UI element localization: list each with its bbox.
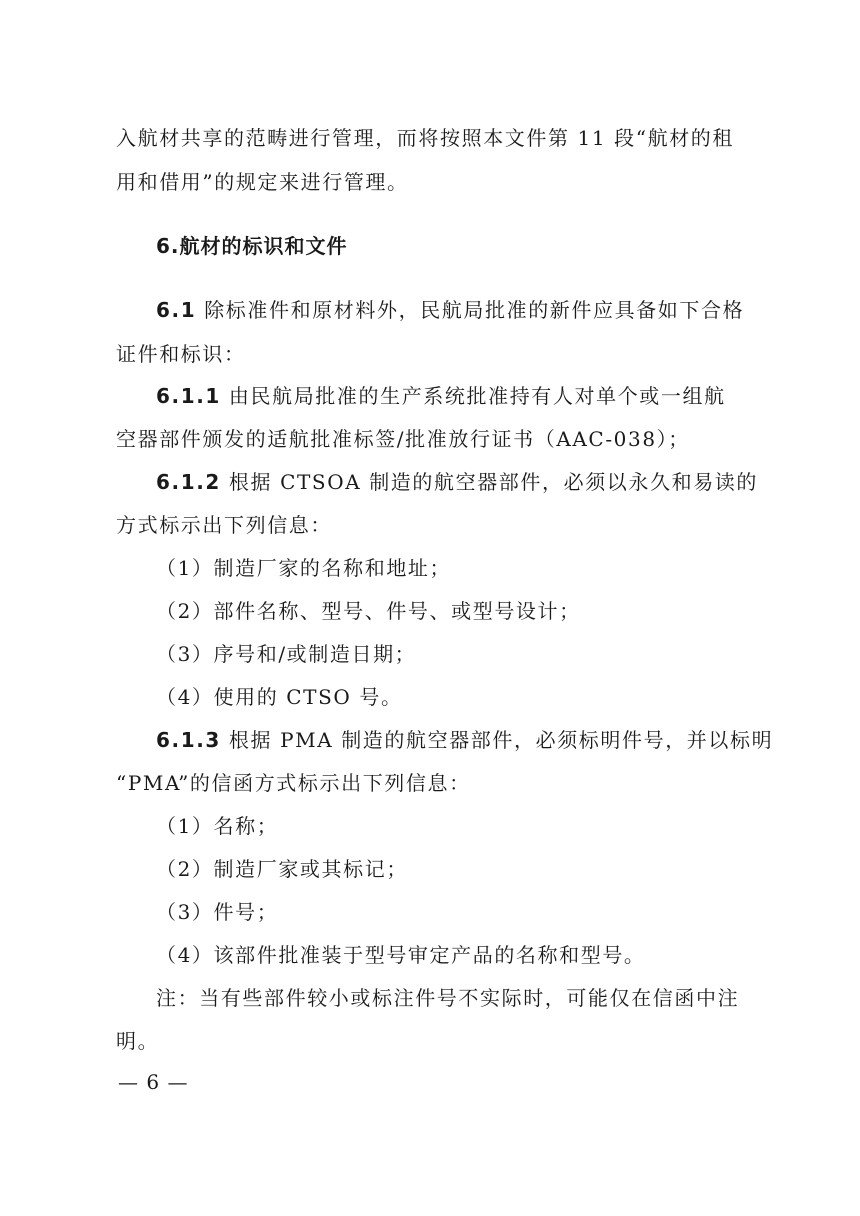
clause-6-1-1-line (156, 382, 756, 410)
note-line: 注：当有些部件较小或标注件号不实际时，可能仅在信函中注 (156, 986, 740, 1010)
page-number: — 6 — (118, 1070, 189, 1094)
note-line: 明。 (116, 1029, 160, 1053)
clause-number: 6.1.1 (156, 384, 221, 408)
clause-number: 6.1.3 (156, 728, 221, 752)
clause-number: 6.1 (156, 298, 197, 322)
list-item: （3）序号和/或制造日期； (156, 642, 417, 666)
clause-6-1-line (156, 296, 756, 324)
paragraph-line: 方式标示出下列信息： (116, 513, 332, 537)
paragraph-line: 证件和标识： (116, 342, 246, 366)
paragraph-line: 空器部件颁发的适航批准标签/批准放行证书（AAC-038）； (116, 427, 690, 451)
clause-text: 根据 CTSOA 制造的航空器部件，必须以永久和易读的 (220, 470, 759, 494)
section-heading: 6.航材的标识和文件 (156, 234, 348, 258)
list-item: （3）件号； (156, 900, 279, 924)
paragraph-line: “PMA”的信函方式标示出下列信息： (116, 771, 471, 795)
clause-number: 6.1.2 (156, 470, 221, 494)
list-item: （1）制造厂家的名称和地址； (156, 556, 452, 580)
clause-6-1-3-line (156, 726, 774, 754)
list-item: （1）名称； (156, 814, 279, 838)
list-item: （4）使用的 CTSO 号。 (156, 685, 403, 709)
clause-text: 除标准件和原材料外，民航局批准的新件应具备如下合格 (196, 298, 745, 322)
list-item: （2）部件名称、型号、件号、或型号设计； (156, 599, 581, 623)
paragraph-line: 入航材共享的范畴进行管理，而将按照本文件第 11 段“航材的租 (116, 126, 734, 150)
clause-text: 根据 PMA 制造的航空器部件，必须标明件号，并以标明 (220, 728, 774, 752)
clause-6-1-2-line (156, 468, 759, 496)
clause-text: 由民航局批准的生产系统批准持有人对单个或一组航 (220, 384, 726, 408)
list-item: （2）制造厂家或其标记； (156, 857, 408, 881)
paragraph-line: 用和借用”的规定来进行管理。 (116, 170, 409, 194)
list-item: （4）该部件批准装于型号审定产品的名称和型号。 (156, 943, 646, 967)
